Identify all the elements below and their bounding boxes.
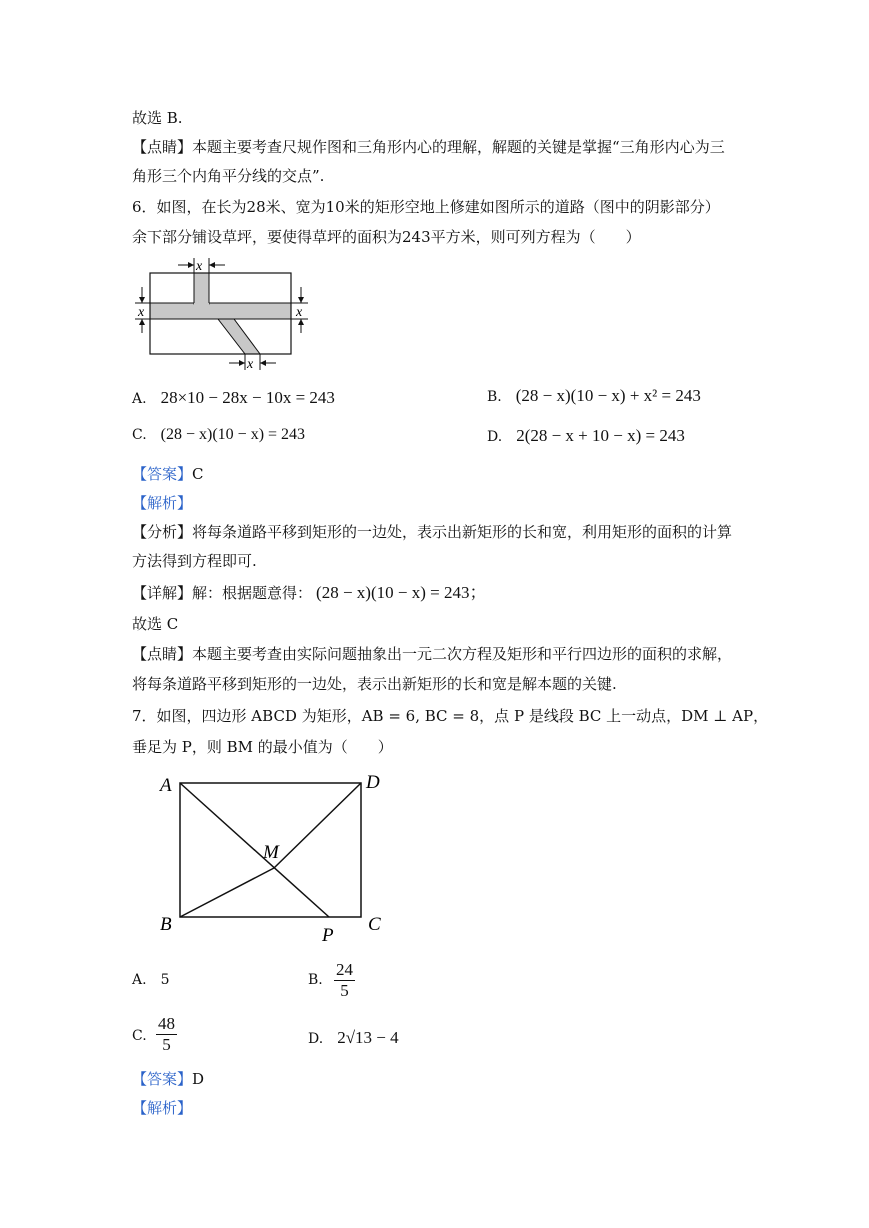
conclusion-line: 故选 B. bbox=[132, 109, 183, 127]
q6-option-a bbox=[132, 388, 335, 408]
option-text: 28×10 − 28x − 10x = 243 bbox=[160, 388, 335, 407]
horizontal-road bbox=[150, 303, 291, 319]
option-text: 2(28 − x + 10 − x) = 243 bbox=[516, 426, 685, 445]
bottom-width-label: x bbox=[247, 357, 254, 372]
answer-6 bbox=[132, 464, 204, 484]
denominator: 5 bbox=[340, 981, 349, 1000]
segment-ap bbox=[180, 783, 329, 917]
vertical-road-top bbox=[194, 273, 209, 304]
left-width-label: x bbox=[138, 305, 145, 320]
q7-option-d bbox=[308, 1028, 399, 1048]
q7-option-c-fraction bbox=[156, 1014, 177, 1055]
option-label: D. bbox=[487, 429, 503, 445]
answer-value: C bbox=[192, 465, 204, 483]
comment-line-2: 角形三个内角平分线的交点”. bbox=[132, 167, 325, 185]
denominator: 5 bbox=[162, 1035, 171, 1054]
dianjing-6-line-2: 将每条道路平移到矩形的一边处，表示出新矩形的长和宽是解本题的关键. bbox=[132, 675, 617, 693]
label-c: C bbox=[368, 914, 381, 935]
right-width-label: x bbox=[296, 305, 303, 320]
option-label: B. bbox=[487, 389, 502, 405]
option-text: 2√13 − 4 bbox=[337, 1028, 399, 1047]
q7-option-c-label: C. bbox=[132, 1028, 147, 1044]
answer-tag: 【答案】 bbox=[132, 1070, 193, 1088]
segment-dm bbox=[274, 783, 361, 868]
question-6-line-1: 6．如图，在长为28米、宽为10米的矩形空地上修建如图所示的道路（图中的阴影部分） bbox=[132, 198, 720, 216]
xiangjie-tag: 【详解】 bbox=[132, 584, 193, 602]
question-7-figure bbox=[130, 765, 415, 950]
label-p: P bbox=[322, 925, 334, 946]
answer-value: D bbox=[192, 1070, 205, 1088]
dianjing-text: 本题主要考查由实际问题抽象出一元二次方程及矩形和平行四边形的面积的求解， bbox=[192, 645, 733, 663]
segment-bm bbox=[180, 868, 274, 917]
dianjing-tag: 【点睛】 bbox=[132, 645, 193, 663]
answer-7 bbox=[132, 1069, 204, 1089]
comment-tag: 【点睛】 bbox=[132, 138, 193, 156]
option-label: D. bbox=[308, 1031, 324, 1047]
numerator: 48 bbox=[158, 1014, 175, 1033]
label-m: M bbox=[263, 842, 279, 863]
xiangjie-text: 解：根据题意得： bbox=[192, 584, 313, 602]
answer-tag: 【答案】 bbox=[132, 465, 193, 483]
q7-option-b-label: B. bbox=[308, 972, 323, 988]
analysis-heading-7: 【解析】 bbox=[132, 1099, 193, 1117]
top-width-label: x bbox=[196, 259, 203, 274]
numerator: 24 bbox=[336, 960, 353, 979]
q6-option-b bbox=[487, 386, 701, 406]
fenxi-text: 将每条道路平移到矩形的一边处，表示出新矩形的长和宽，利用矩形的面积的计算 bbox=[192, 523, 733, 541]
question-6-line-2: 余下部分铺设草坪，要使得草坪的面积为243平方米，则可列方程为（ ） bbox=[132, 228, 641, 246]
label-b: B bbox=[160, 914, 172, 935]
xiangjie-line bbox=[132, 583, 486, 603]
option-label: A. bbox=[132, 391, 147, 407]
fenxi-tag: 【分析】 bbox=[132, 523, 193, 541]
comment-text: 本题主要考查尺规作图和三角形内心的理解，解题的关键是掌握“三角形内心为三 bbox=[192, 138, 725, 156]
q7-option-a bbox=[132, 972, 169, 988]
question-7-line-1: 7．如图，四边形 ABCD 为矩形，AB = 6, BC = 8，点 P 是线段 BC 上一动点，DM ⊥ AP， bbox=[132, 707, 769, 725]
q6-option-c bbox=[132, 426, 305, 444]
analysis-heading-6: 【解析】 bbox=[132, 494, 193, 512]
q7-option-b-fraction bbox=[334, 960, 355, 1001]
question-6-figure bbox=[130, 253, 315, 373]
dianjing-6-line-1 bbox=[132, 644, 732, 664]
label-a: A bbox=[160, 775, 172, 796]
xiangjie-equation: (28 − x)(10 − x) = 243； bbox=[316, 583, 487, 602]
question-7-line-2: 垂足为 P，则 BM 的最小值为（ ） bbox=[132, 738, 393, 756]
option-label: C. bbox=[132, 427, 147, 443]
q6-option-d bbox=[487, 426, 685, 446]
label-d: D bbox=[366, 772, 380, 793]
option-label: A. bbox=[132, 972, 147, 988]
option-text: (28 − x)(10 − x) + x² = 243 bbox=[515, 386, 701, 405]
option-text: 5 bbox=[160, 972, 170, 988]
slanted-road bbox=[218, 319, 260, 354]
option-text: (28 − x)(10 − x) = 243 bbox=[160, 426, 306, 443]
fenxi-line-2: 方法得到方程即可. bbox=[132, 552, 257, 570]
comment-line-1 bbox=[132, 137, 725, 157]
conclusion-6: 故选 C bbox=[132, 615, 179, 633]
fenxi-line-1 bbox=[132, 522, 732, 542]
